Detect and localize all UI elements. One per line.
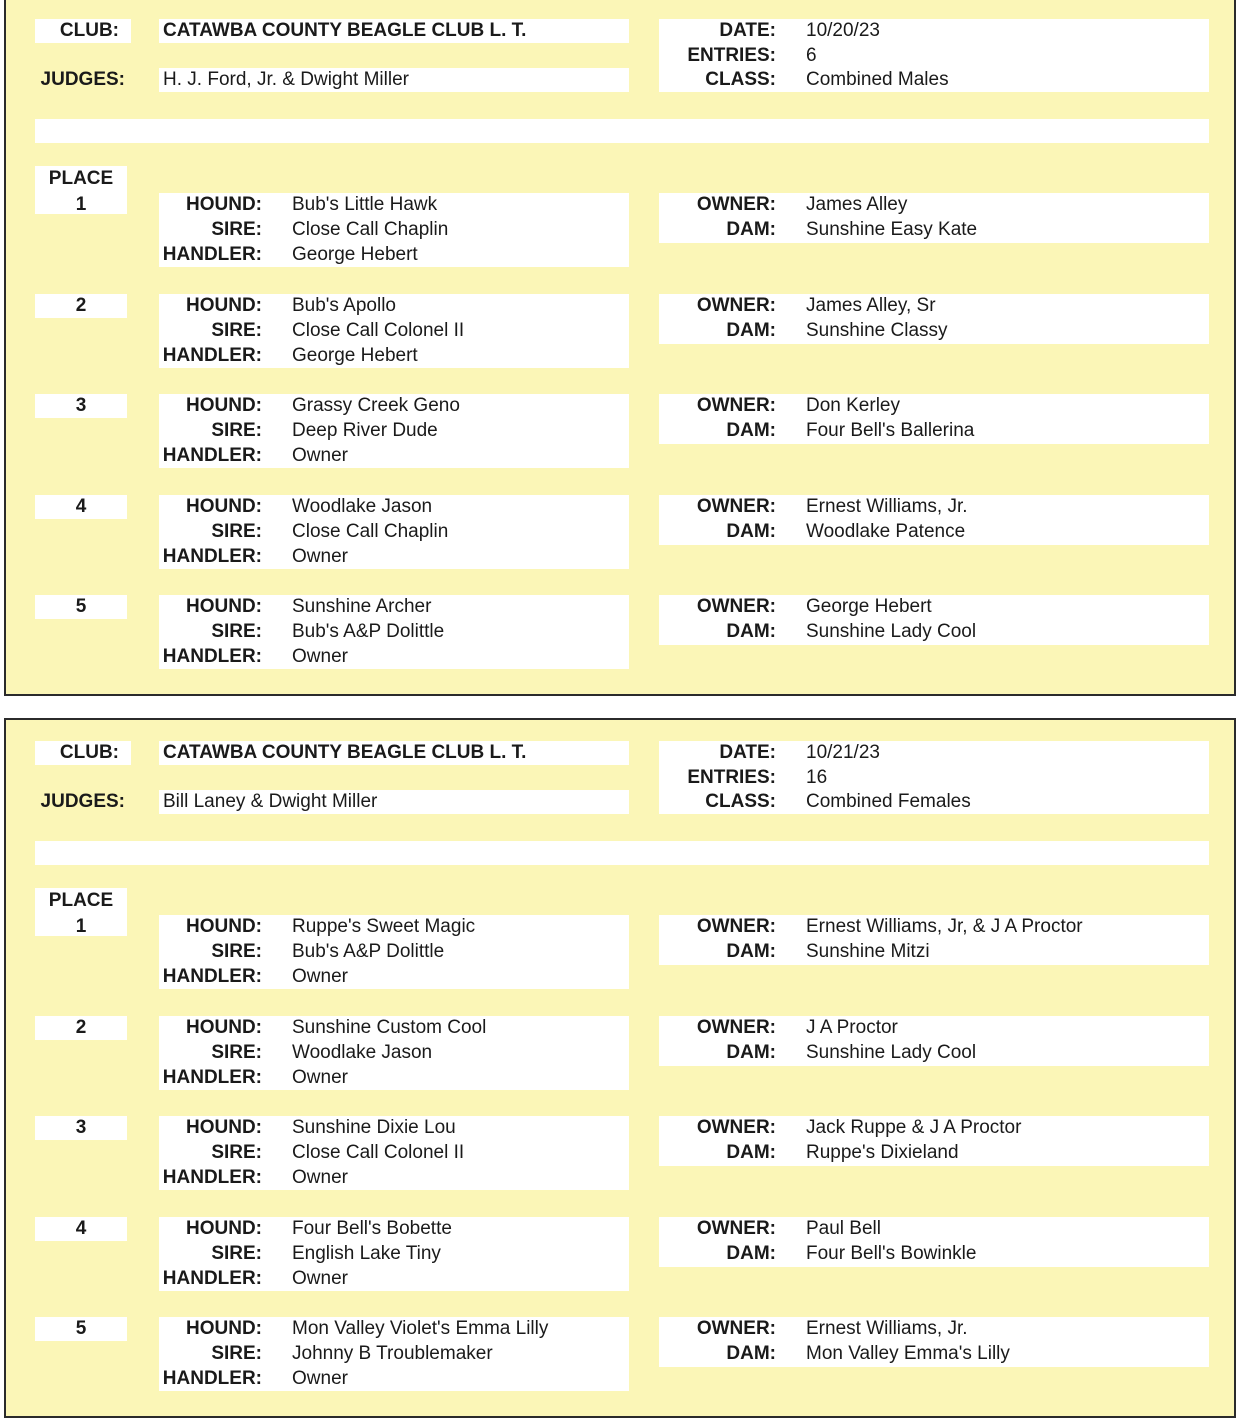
hound-name: Bub's Apollo	[292, 294, 396, 316]
handler-name: Owner	[292, 966, 348, 987]
handler-label: HANDLER:	[162, 1368, 262, 1389]
handler-name: Owner	[292, 545, 348, 567]
sire-label: SIRE:	[211, 420, 262, 441]
sire-name: Close Call Colonel II	[292, 1142, 465, 1163]
judges-label: JUDGES:	[40, 791, 125, 812]
owner-label: OWNER:	[696, 916, 776, 937]
hound-label: HOUND:	[186, 294, 262, 316]
owner-label: OWNER:	[696, 294, 776, 316]
sire-label: SIRE:	[211, 1142, 262, 1163]
judges-label: JUDGES:	[40, 69, 125, 90]
sire-name: Close Call Colonel II	[292, 319, 465, 341]
handler-name: Owner	[292, 1368, 348, 1389]
entries-label: ENTRIES:	[687, 767, 776, 788]
judges-names: H. J. Ford, Jr. & Dwight Miller	[163, 69, 409, 90]
handler-label: HANDLER:	[162, 966, 262, 987]
sire-name: Close Call Chaplin	[292, 219, 449, 240]
handler-label: HANDLER:	[162, 1167, 262, 1188]
hound-name: Woodlake Jason	[292, 495, 433, 517]
class-value: Combined Females	[806, 791, 971, 812]
owner-label: OWNER:	[696, 1117, 776, 1138]
handler-label: HANDLER:	[162, 445, 262, 466]
owner-name: Don Kerley	[806, 395, 900, 416]
sire-label: SIRE:	[211, 520, 262, 542]
place-number: 3	[75, 395, 87, 416]
place-number: 3	[75, 1117, 87, 1138]
dam-label: DAM:	[726, 1343, 776, 1364]
hound-label: HOUND:	[186, 395, 262, 416]
hound-name: Sunshine Custom Cool	[292, 1016, 487, 1038]
sire-name: English Lake Tiny	[292, 1242, 441, 1264]
place-number: 4	[75, 495, 87, 517]
hound-label: HOUND:	[186, 194, 262, 215]
club-label: CLUB:	[59, 20, 119, 41]
judges-names: Bill Laney & Dwight Miller	[163, 791, 378, 812]
hound-label: HOUND:	[186, 495, 262, 517]
dam-label: DAM:	[726, 219, 776, 240]
handler-name: Owner	[292, 445, 348, 466]
sire-label: SIRE:	[211, 1242, 262, 1264]
hound-name: Sunshine Dixie Lou	[292, 1117, 456, 1138]
dam-name: Woodlake Patence	[806, 520, 966, 542]
hound-label: HOUND:	[186, 1117, 262, 1138]
dam-label: DAM:	[726, 941, 776, 962]
place-number: 1	[75, 916, 87, 937]
owner-label: OWNER:	[696, 1318, 776, 1339]
owner-name: James Alley, Sr	[806, 294, 936, 316]
hound-name: Grassy Creek Geno	[292, 395, 460, 416]
sire-label: SIRE:	[211, 319, 262, 341]
date-value: 10/21/23	[806, 742, 880, 763]
hound-name: Mon Valley Violet's Emma Lilly	[292, 1318, 549, 1339]
handler-name: Owner	[292, 646, 348, 667]
dam-label: DAM:	[726, 520, 776, 542]
dam-name: Mon Valley Emma's Lilly	[806, 1343, 1010, 1364]
handler-name: George Hebert	[292, 244, 418, 265]
dam-name: Ruppe's Dixieland	[806, 1142, 959, 1163]
sire-label: SIRE:	[211, 1041, 262, 1063]
dam-label: DAM:	[726, 1242, 776, 1264]
sire-name: Woodlake Jason	[292, 1041, 433, 1063]
sire-label: SIRE:	[211, 941, 262, 962]
owner-name: J A Proctor	[806, 1016, 898, 1038]
dam-label: DAM:	[726, 1041, 776, 1063]
handler-label: HANDLER:	[162, 646, 262, 667]
class-value: Combined Males	[806, 69, 949, 90]
dam-label: DAM:	[726, 1142, 776, 1163]
sire-name: Bub's A&P Dolittle	[292, 621, 445, 642]
owner-name: Paul Bell	[806, 1217, 881, 1239]
hound-label: HOUND:	[186, 596, 262, 617]
hound-name: Ruppe's Sweet Magic	[292, 916, 476, 937]
owner-label: OWNER:	[696, 495, 776, 517]
owner-label: OWNER:	[696, 596, 776, 617]
dam-name: Sunshine Lady Cool	[806, 621, 977, 642]
dam-name: Sunshine Classy	[806, 319, 948, 341]
dam-label: DAM:	[726, 621, 776, 642]
sire-name: Bub's A&P Dolittle	[292, 941, 445, 962]
sire-label: SIRE:	[211, 1343, 262, 1364]
dam-name: Four Bell's Bowinkle	[806, 1242, 977, 1264]
dam-name: Sunshine Easy Kate	[806, 219, 978, 240]
hound-name: Sunshine Archer	[292, 596, 432, 617]
owner-name: James Alley	[806, 194, 908, 215]
handler-label: HANDLER:	[162, 545, 262, 567]
class-label: CLASS:	[705, 69, 776, 90]
dam-name: Sunshine Mitzi	[806, 941, 930, 962]
place-number: 4	[75, 1217, 87, 1239]
handler-label: HANDLER:	[162, 344, 262, 366]
entries-label: ENTRIES:	[687, 45, 776, 66]
sire-name: Close Call Chaplin	[292, 520, 449, 542]
club-label: CLUB:	[59, 742, 119, 763]
owner-name: Jack Ruppe & J A Proctor	[806, 1117, 1022, 1138]
sire-label: SIRE:	[211, 219, 262, 240]
owner-name: Ernest Williams, Jr.	[806, 495, 968, 517]
date-label: DATE:	[719, 742, 776, 763]
handler-name: George Hebert	[292, 344, 418, 366]
handler-label: HANDLER:	[162, 244, 262, 265]
club-name: CATAWBA COUNTY BEAGLE CLUB L. T.	[163, 20, 527, 41]
spacer-bar	[35, 119, 1209, 143]
results-card-males	[4, 0, 1236, 696]
place-number: 2	[75, 1016, 87, 1038]
dam-label: DAM:	[726, 420, 776, 441]
entries-value: 6	[806, 45, 817, 66]
owner-name: George Hebert	[806, 596, 932, 617]
date-value: 10/20/23	[806, 20, 880, 41]
sire-label: SIRE:	[211, 621, 262, 642]
place-number: 5	[75, 1318, 87, 1339]
class-label: CLASS:	[705, 791, 776, 812]
owner-label: OWNER:	[696, 395, 776, 416]
date-label: DATE:	[719, 20, 776, 41]
hound-name: Bub's Little Hawk	[292, 194, 438, 215]
hound-label: HOUND:	[186, 916, 262, 937]
dam-label: DAM:	[726, 319, 776, 341]
place-number: 2	[75, 294, 87, 316]
dam-name: Sunshine Lady Cool	[806, 1041, 977, 1063]
place-label: PLACE	[48, 168, 114, 189]
hound-label: HOUND:	[186, 1217, 262, 1239]
owner-label: OWNER:	[696, 1016, 776, 1038]
owner-label: OWNER:	[696, 194, 776, 215]
place-number: 1	[75, 194, 87, 215]
handler-label: HANDLER:	[162, 1267, 262, 1289]
handler-label: HANDLER:	[162, 1066, 262, 1088]
hound-label: HOUND:	[186, 1318, 262, 1339]
owner-name: Ernest Williams, Jr.	[806, 1318, 968, 1339]
place-label: PLACE	[48, 890, 114, 911]
hound-label: HOUND:	[186, 1016, 262, 1038]
handler-name: Owner	[292, 1167, 348, 1188]
club-name: CATAWBA COUNTY BEAGLE CLUB L. T.	[163, 742, 527, 763]
dam-name: Four Bell's Ballerina	[806, 420, 975, 441]
place-number: 5	[75, 596, 87, 617]
handler-name: Owner	[292, 1267, 348, 1289]
sire-name: Deep River Dude	[292, 420, 438, 441]
handler-name: Owner	[292, 1066, 348, 1088]
owner-name: Ernest Williams, Jr, & J A Proctor	[806, 916, 1083, 937]
owner-label: OWNER:	[696, 1217, 776, 1239]
results-card-females	[4, 718, 1236, 1418]
hound-name: Four Bell's Bobette	[292, 1217, 452, 1239]
entries-value: 16	[806, 767, 828, 788]
sire-name: Johnny B Troublemaker	[292, 1343, 493, 1364]
spacer-bar	[35, 841, 1209, 865]
